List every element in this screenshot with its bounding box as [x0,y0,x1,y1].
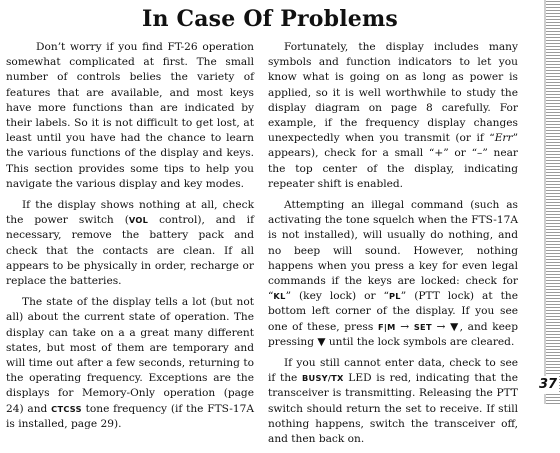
pl-indicator-label: PL [388,291,401,302]
kl-indicator-label: KL [273,291,286,302]
paragraph-symbols-text-a: Fortunately, the display includes many symbols and function indicators to let you know what is going on as long as power is applied, so it is well worthwhile to study the display diagram on page 8 carefully. For example, if the frequency display changes unexpectedly when you transmit (or if “ [268,41,518,145]
paragraph-illegal-text-b: ” (key lock) or “ [285,290,389,303]
paragraph-cannot-enter [268,356,518,447]
paragraph-display-blank-text-b: control), and if necessary, remove the battery pack and check that the contacts are clean. If all appears to be physically in order, recharge or replace the batteries. [6,214,254,288]
paragraph-symbols-text-b: ” appears), check for a small “+” or “–” near the top center of the display, indicating repeater shift is enabled. [268,132,518,190]
paragraph-display-blank-text-a: If the display shows nothing at all, check the power switch ( [6,199,254,227]
page-number: 37 [538,377,558,392]
left-column [6,40,254,438]
paragraph-illegal-text-d: → [395,320,414,333]
paragraph-display-state [6,295,254,432]
paragraph-illegal-text-a: Attempting an illegal command (such as activating the tone squelch when the FTS-17A is not installed), will usually do nothing, and no beep will sound. However, nothing happens when you press a key for even legal commands if the keys are locked: check for “ [268,199,518,303]
right-column [268,40,518,453]
set-key-label: SET [413,321,432,332]
paragraph-cannot-enter-text-a: If you still cannot enter data, check to see if the [268,357,518,385]
paragraph-display-blank [6,198,254,289]
ctcss-label: CTCSS [51,403,82,414]
paragraph-intro-text: Don’t worry if you find FT-26 operation somewhat complicated at first. The small number of controls belies the variety of features that are available, and most keys have more functions than are indicated by their labels. So it is not difficult to get lost, at least until you have had the chance to learn the various functions of the display and keys. This section provides some tips to help you navigate the various display and key modes. [6,41,254,190]
paragraph-cannot-enter-text-b: LED is red, indicating that the transceiver is transmitting. Releasing the PTT switch should return the set to receive. If still nothing happens, switch the transceiver off, and then back on. [268,372,518,446]
paragraph-intro [6,40,254,192]
page-edge-pattern [546,0,560,404]
busy-tx-led-label: BUSY/TX [301,373,344,384]
paragraph-symbols [268,40,518,192]
paragraph-illegal-text-e: → ▼, and keep pressing ▼ until the lock symbols are cleared. [268,320,518,348]
page-title: In Case Of Problems [141,6,399,32]
paragraph-display-state-text-b: tone frequency (if the FTS-17A is installed, page 29). [6,402,254,430]
err-display-label: Err [494,132,513,145]
fm-key-label: F|M [377,321,396,332]
paragraph-illegal-text-c: ” (PTT lock) at the bottom left corner of the display. If you see one of these, press [268,290,518,333]
paragraph-illegal-command [268,198,518,350]
vol-key-label: VOL [128,215,149,226]
paragraph-display-state-text-a: The state of the display tells a lot (but not all) about the current state of operation. The display can take on a a great many different states, but most of them are temporary and will time out after a few seconds, returning to the operating frequency. Exceptions are the displays for Memory-Only operation (page 24) and [6,296,254,415]
